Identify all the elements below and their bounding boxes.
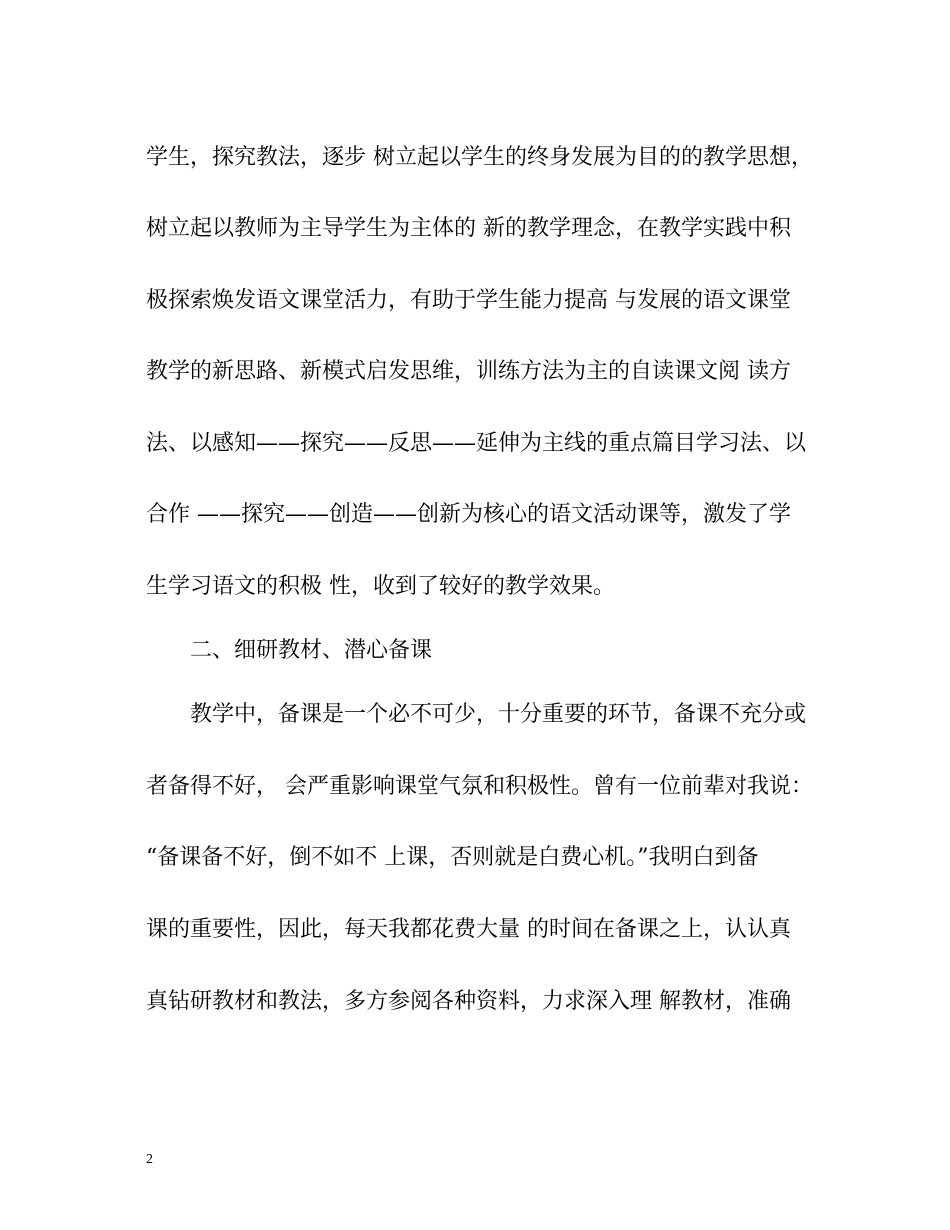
body-text-line: 树立起以教师为主导学生为主体的 新的教学理念，在教学实践中积 [146, 216, 791, 241]
body-text-line: 法、以感知——探究——反思——延伸为主线的重点篇目学习法、以 [146, 431, 807, 456]
body-text-line: 极探索焕发语文课堂活力，有助于学生能力提高 与发展的语文课堂 [146, 288, 791, 313]
body-text-line: 课的重要性，因此，每天我都花费大量 的时间在备课之上，认认真 [146, 917, 791, 942]
body-text-line: 教学中，备课是一个必不可少，十分重要的环节，备课不充分或 [190, 702, 807, 727]
body-text-line: 真钻研教材和教法，多方参阅各种资料，力求深入理 解教材，准确 [146, 989, 791, 1014]
page-number: 2 [146, 1152, 153, 1167]
body-text-line: 学生，探究教法，逐步 树立起以学生的终身发展为目的的教学思想， [146, 145, 813, 170]
section-heading: 二、细研教材、潜心备课 [190, 638, 433, 663]
body-text-line: 合作 ——探究——创造——创新为核心的语文活动课等，激发了学 [146, 502, 791, 527]
body-text-line: 教学的新思路、新模式启发思维，训练方法为主的自读课文阅 读方 [146, 359, 791, 384]
body-text-line: “备课备不好，倒不如不 上课，否则就是白费心机。”我明白到备 [146, 845, 759, 870]
body-text-line: 生学习语文的积极 性，收到了较好的教学效果。 [146, 574, 615, 599]
body-text-line: 者备得不好， 会严重影响课堂气氛和积极性。曾有一位前辈对我说： [146, 774, 813, 799]
